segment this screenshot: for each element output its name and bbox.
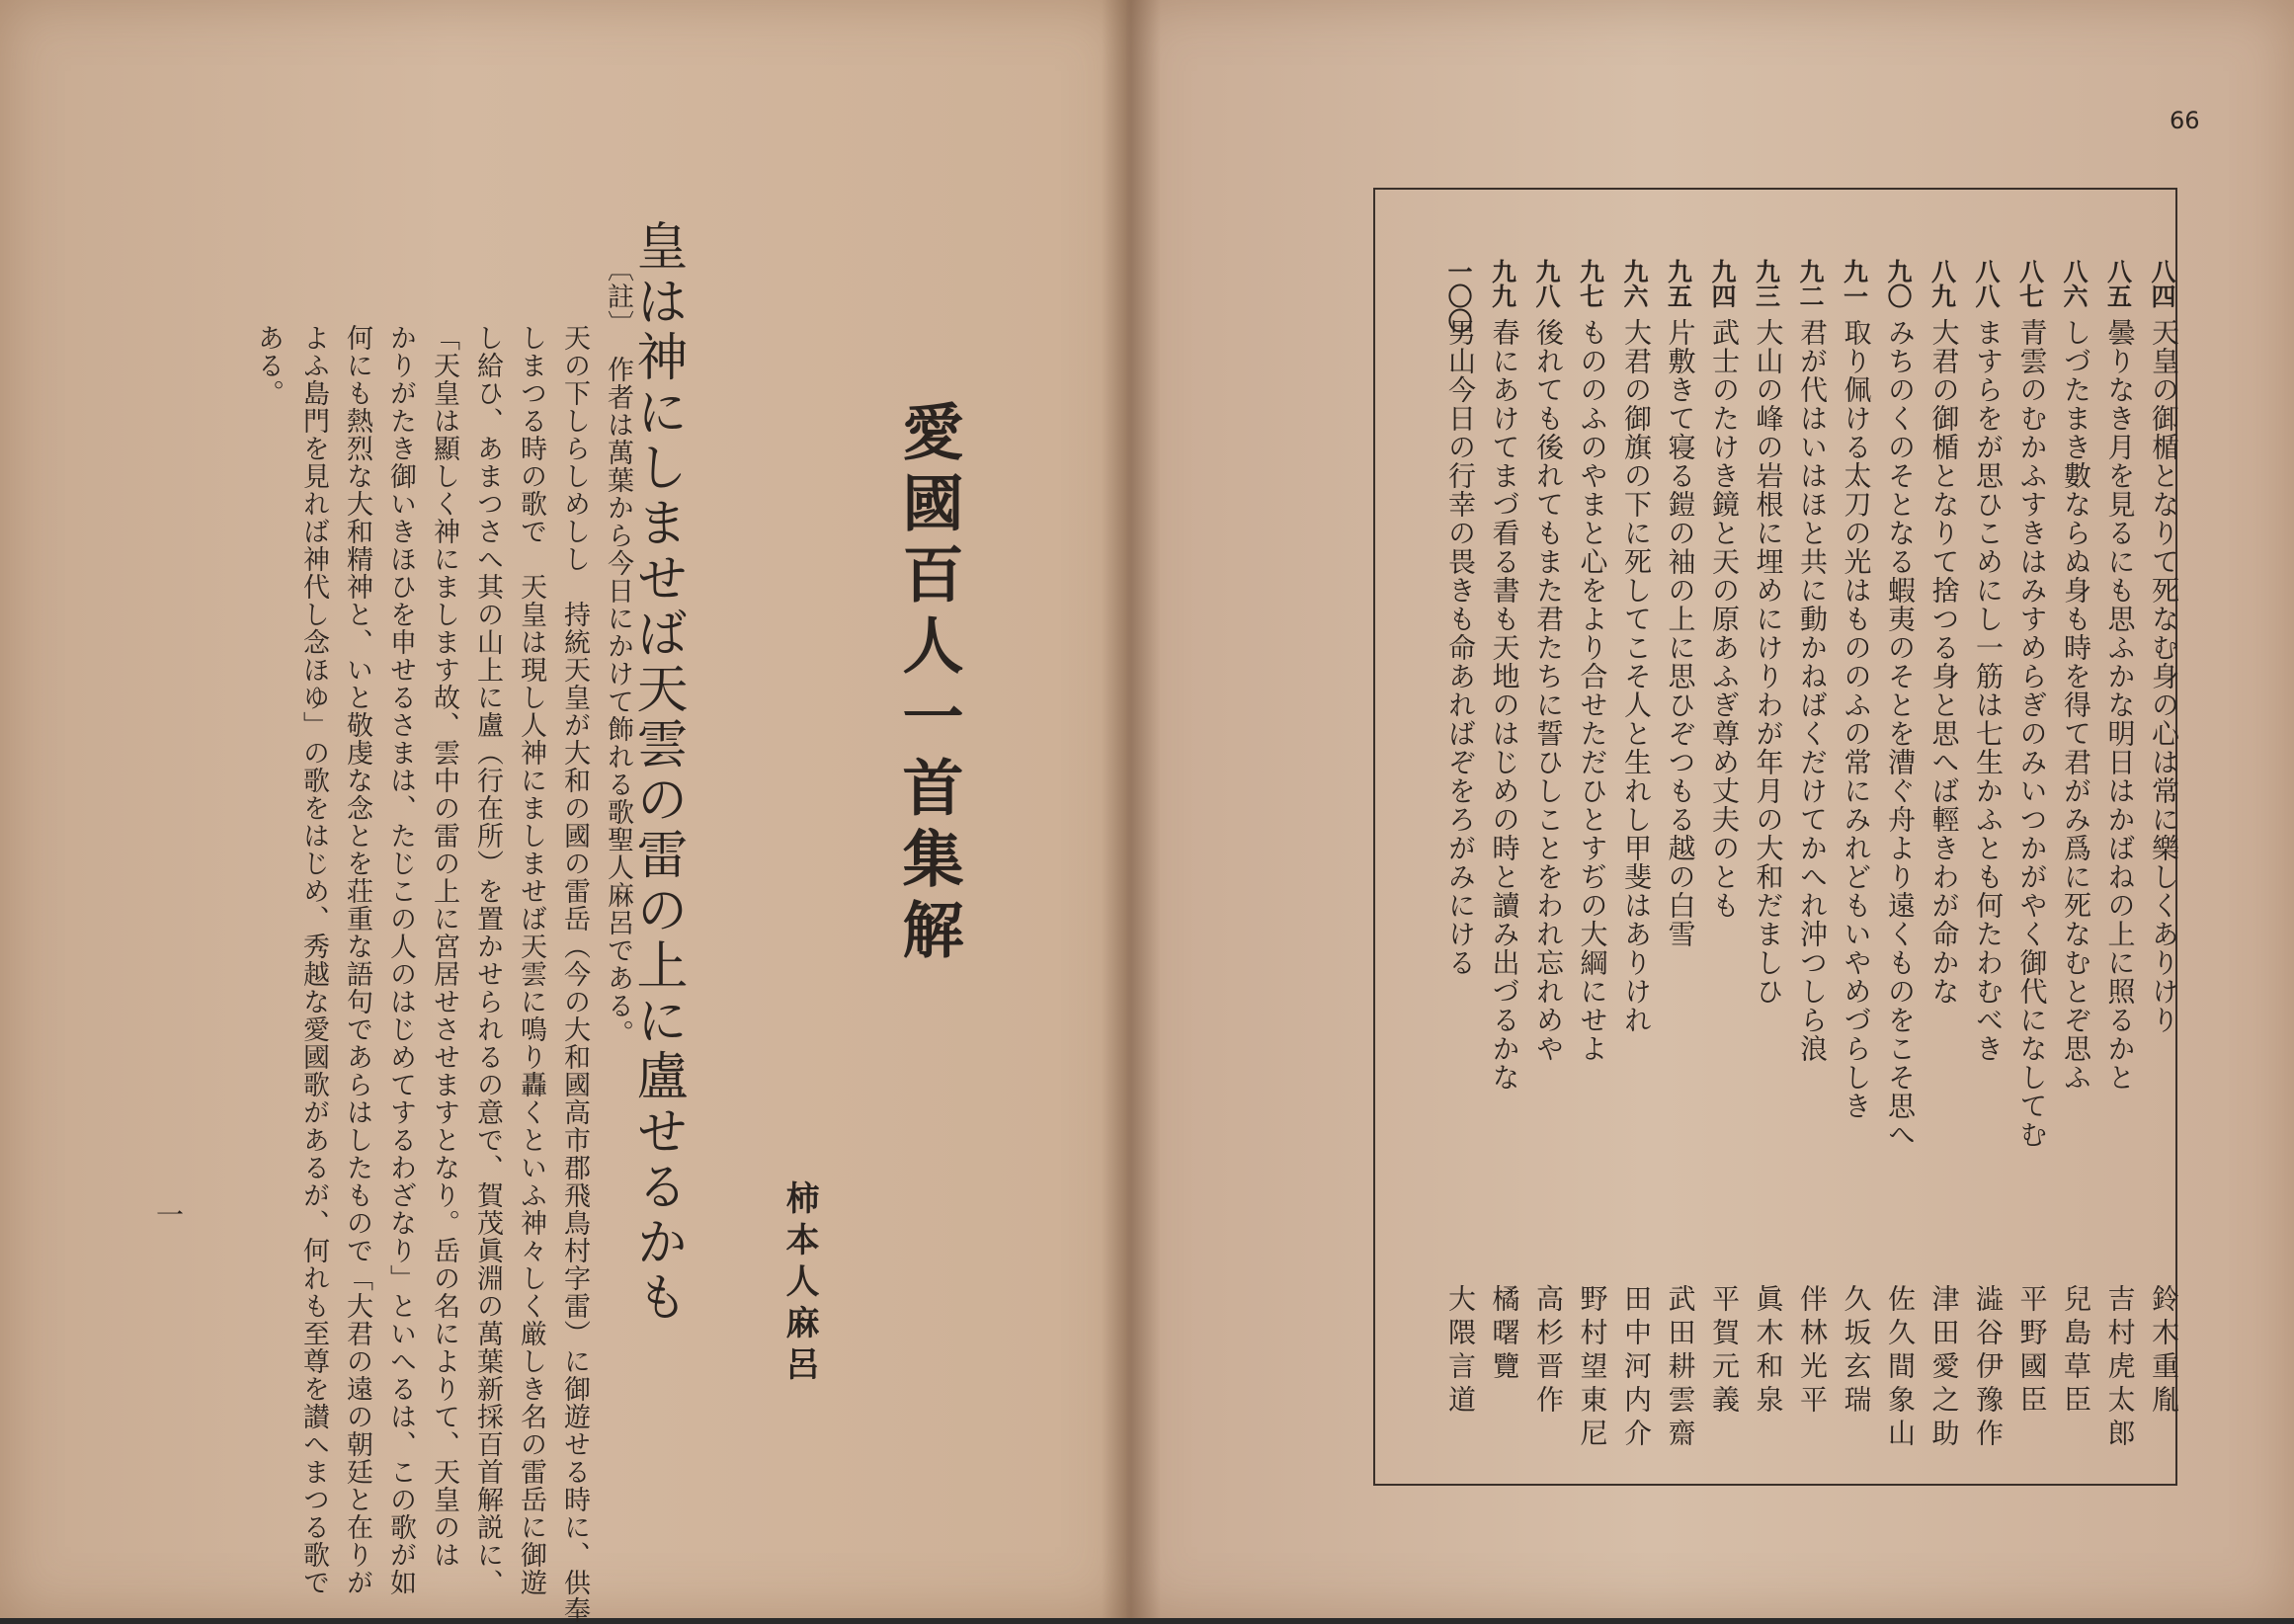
poem-text: 天皇の御楯となりて死なむ身の心は常に樂しくありけり xyxy=(2148,318,2180,1034)
poem-text: 君が代はいはほと共に動かねばくだけてかへれ沖つしら浪 xyxy=(1796,318,1829,1063)
poem-number: 九三 xyxy=(1752,259,1781,308)
poem-number: 九七 xyxy=(1576,259,1605,308)
note-line: よふ島門を見れば神代し念ほゆ」の歌をはじめ、秀越な愛國歌があるが、何れも至尊を讃へまつる歌で xyxy=(298,324,329,1596)
poet-name: 野村望東尼 xyxy=(1576,1284,1609,1452)
note-line: 天の下しらしめしし 持統天皇が大和の國の雷岳（今の大和國高市郡飛鳥村字雷）に御遊せる時に、供奉 xyxy=(559,324,590,1624)
poet-name: 伴林光平 xyxy=(1796,1284,1829,1419)
poem-number: 九一 xyxy=(1840,259,1869,308)
poet-name: 武田耕雲齋 xyxy=(1664,1284,1697,1452)
poem-text: 大君の御楯となりて捨つる身と思へば輕きわが命かな xyxy=(1927,318,1961,1006)
poem-number: 九〇 xyxy=(1884,259,1913,308)
note-line: かりがたき御いきほひを申せるさまは、たじこの人のはじめてするわざなり」といへるは、この歌が如 xyxy=(385,324,416,1596)
poet-name: 眞木和泉 xyxy=(1752,1284,1785,1419)
right-page-number: 66 xyxy=(2170,107,2200,134)
poem-text: 青雲のむかふすきはみすめらぎのみいつかがやく御代になしてむ xyxy=(2015,318,2049,1149)
poet-name: 田中河内介 xyxy=(1620,1284,1653,1452)
book-title: 愛國百人一首集解 xyxy=(892,400,964,969)
note-line: 何にも熱烈な大和精神と、いと敬虔な念とを荘重な語句であらはしたもので「大君の遠の朝廷と在りが xyxy=(342,324,372,1596)
poet-name: 津田愛之助 xyxy=(1927,1284,1961,1452)
poem-number: 八八 xyxy=(1972,259,2001,308)
poem-text: しづたまき數ならぬ身も時を得て君がみ爲に死なむとぞ思ふ xyxy=(2060,318,2092,1092)
poem-text: 曇りなき月を見るにも思ふかな明日はかばねの上に照るかと xyxy=(2103,318,2137,1092)
poem-text: 大君の御旗の下に死してこそ人と生れし甲斐はありけれ xyxy=(1620,318,1653,1034)
poem-number: 八九 xyxy=(1927,259,1957,308)
poem-text: もののふのやまと心をより合せただひとすぢの大綱にせよ xyxy=(1576,318,1609,1063)
poet-name: 平賀元義 xyxy=(1708,1284,1741,1419)
poet-name: 兒島草臣 xyxy=(2060,1284,2092,1419)
poet-name: 鈴木重胤 xyxy=(2148,1284,2180,1419)
featured-poem: 皇は神にしませば天雲の雷の上に盧せるかも xyxy=(627,219,687,1326)
poet-name: 高杉晋作 xyxy=(1532,1284,1565,1419)
poem-text: 男山今日の行幸の畏きも命あればぞをろがみにける xyxy=(1444,318,1477,977)
poet-name: 平野國臣 xyxy=(2015,1284,2049,1419)
poem-text: 大山の峰の岩根に埋めにけりわが年月の大和だましひ xyxy=(1752,318,1785,1006)
poem-number: 八六 xyxy=(2060,259,2089,308)
poet-name: 橘曙覽 xyxy=(1488,1284,1521,1385)
poet-name: 佐久間象山 xyxy=(1884,1284,1917,1452)
poem-number: 九五 xyxy=(1664,259,1693,308)
poem-number: 八四 xyxy=(2148,259,2176,308)
note-label: 〔註〕 xyxy=(603,255,633,338)
poet-name: 大隈言道 xyxy=(1444,1284,1477,1419)
poem-text: みちのくのそとなる蝦夷のそとを漕ぐ舟より遠くものをこそ思へ xyxy=(1884,318,1917,1149)
poem-text: 後れても後れてもまた君たちに誓ひしことをわれ忘れめや xyxy=(1532,318,1565,1063)
poet-name: 澁谷伊豫作 xyxy=(1972,1284,2005,1452)
poem-number: 一〇〇 xyxy=(1444,259,1473,333)
poem-text: 春にあけてまづ看る書も天地のはじめの時と讀み出づるかな xyxy=(1488,318,1521,1092)
poem-number: 九九 xyxy=(1488,259,1517,308)
poet-name: 久坂玄瑞 xyxy=(1840,1284,1873,1419)
note-line: しまつる時の歌で 天皇は現し人神にましませば天雲に鳴り轟くといふ神々しく厳しき名の雷岳に御遊 xyxy=(516,324,546,1596)
poem-text: 片敷きて寝る鎧の袖の上に思ひぞつもる越の白雪 xyxy=(1664,318,1697,948)
featured-poem-author: 柿本人麻呂 xyxy=(779,1180,819,1388)
note-line: 作者は萬葉から今日にかけて飾れる歌聖人麻呂である。 xyxy=(603,356,633,1047)
poem-number: 八七 xyxy=(2015,259,2045,308)
poem-text: 取り佩ける太刀の光はもののふの常にみれどもいやめづらしき xyxy=(1840,318,1873,1120)
poem-text: ますらをが思ひこめにし一筋は七生かふとも何たわむべき xyxy=(1972,318,2005,1063)
poem-text: 武士のたけき鏡と天の原あふぎ尊め丈夫のとも xyxy=(1708,318,1741,920)
note-line: し給ひ、あまつさへ其の山上に盧（行在所）を置かせられるの意で、賀茂眞淵の萬葉新採百首解説に、 xyxy=(472,324,503,1596)
poem-number: 九四 xyxy=(1708,259,1737,308)
book-gutter xyxy=(1102,0,1161,1618)
poem-number: 九二 xyxy=(1796,259,1825,308)
poet-name: 吉村虎太郎 xyxy=(2103,1284,2137,1452)
note-line: ある。 xyxy=(253,324,284,407)
poem-number: 八五 xyxy=(2103,259,2133,308)
poem-number: 九六 xyxy=(1620,259,1649,308)
note-line: 「天皇は顯しく神にまします故、雲中の雷の上に宮居せさせますとなり。岳の名によりて、天皇のは xyxy=(429,324,459,1569)
left-page-number: 一 xyxy=(152,1200,185,1228)
poem-number: 九八 xyxy=(1532,259,1561,308)
